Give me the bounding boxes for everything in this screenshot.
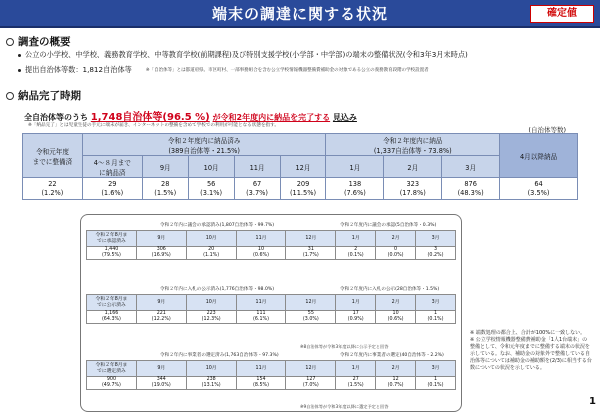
- sub1-header-first: 令和２年8月ま でに承認済み: [87, 231, 137, 247]
- sub1-caption-left: 令和２年内に議会の承認済み(1,807自治体等・99.7%): [160, 223, 275, 228]
- cell-percent: (3.7%): [246, 188, 268, 197]
- cell-percent: (11.5%): [289, 188, 317, 197]
- sub3-footnote: ※9自治体等が令和3年度以降に選定予定と回答: [300, 404, 389, 409]
- sub3-cell: [87, 377, 137, 390]
- overview-bullet-2-text: 提出自治体等数：1,812自治体等: [25, 65, 132, 74]
- cell-count: 10: [257, 247, 265, 252]
- cell-percent: (7.0%): [302, 383, 319, 388]
- headline-pre: 全自治体等のうち: [24, 113, 88, 122]
- cell-percent: (0.1%): [427, 383, 444, 388]
- cell-count: 127: [306, 377, 316, 382]
- header-month: 9月: [142, 156, 188, 178]
- sub3-header: 2月: [376, 361, 416, 377]
- sub3-cell: [286, 377, 336, 390]
- cell-percent: (12.3%): [201, 317, 221, 322]
- cell-percent: (1.5%): [154, 188, 177, 197]
- cell-percent: (64.3%): [101, 317, 121, 322]
- delivery-table: [22, 133, 578, 200]
- sub2-cell: [416, 311, 456, 324]
- sub2-header-first: 令和２年8月ま でに公示済み: [87, 295, 137, 311]
- cell-percent: (0.1%): [347, 253, 364, 258]
- header-month: 2月: [384, 156, 442, 178]
- circle-bullet-icon: [6, 38, 14, 46]
- sub1-cell: [236, 247, 286, 260]
- table-cell: [442, 178, 500, 200]
- cell-percent: (0.1%): [427, 317, 444, 322]
- sub1-cell: [416, 247, 456, 260]
- table-cell: [500, 178, 578, 200]
- cell-count: 876: [464, 179, 477, 188]
- cell-percent: (8.5%): [253, 383, 269, 388]
- cell-count: 1: [433, 377, 438, 382]
- cell-percent: (3.1%): [200, 188, 223, 197]
- header-fy-r1: 令和元年度 までに整備済: [23, 134, 83, 178]
- cell-percent: (13.1%): [201, 383, 221, 388]
- cell-count: 138: [348, 179, 362, 188]
- cell-percent: (0.2%): [427, 253, 444, 258]
- cell-percent: (1.7%): [302, 253, 319, 258]
- sub1-header: 12月: [286, 231, 336, 247]
- cell-count: 55: [307, 311, 314, 316]
- cell-percent: (7.6%): [343, 188, 366, 197]
- sub2-cell: [286, 311, 336, 324]
- sub1-header: 1月: [336, 231, 376, 247]
- sub2-cell: [376, 311, 416, 324]
- table-cell: [234, 178, 280, 200]
- cell-count: 1,440: [104, 247, 119, 252]
- unit-label: (自治体等数): [528, 126, 566, 134]
- table-cell: [82, 178, 142, 200]
- cell-percent: (1.1%): [203, 253, 220, 258]
- cell-count: 64: [534, 179, 543, 188]
- cell-percent: (48.3%): [457, 188, 484, 197]
- cell-count: 27: [352, 377, 359, 382]
- cell-count: 344: [156, 377, 166, 382]
- sub2-table: [86, 294, 456, 324]
- section-overview-title: 調査の概要: [18, 36, 71, 48]
- table-cell: [188, 178, 234, 200]
- title-bar: [0, 0, 600, 28]
- sub1-cell: [87, 247, 137, 260]
- sub3-header: 3月: [416, 361, 456, 377]
- header-month: 12月: [280, 156, 326, 178]
- cell-count: 29: [108, 179, 117, 188]
- cell-count: 12: [392, 377, 399, 382]
- sub3-cell: [136, 377, 186, 390]
- cell-percent: (17.8%): [399, 188, 426, 197]
- cell-count: 306: [156, 247, 166, 252]
- cell-count: 209: [296, 179, 310, 188]
- cell-percent: (3.5%): [527, 188, 550, 197]
- sub1-cell: [376, 247, 416, 260]
- sub3-header: 9月: [136, 361, 186, 377]
- overview-bullet-2: [18, 65, 429, 75]
- header-month: 4～８月まで に納品済: [82, 156, 142, 178]
- sub3-cell: [236, 377, 286, 390]
- sub1-cell: [286, 247, 336, 260]
- cell-percent: (0.7%): [387, 383, 404, 388]
- delivery-headline: [24, 108, 357, 123]
- circle-bullet-icon: [6, 92, 14, 100]
- table-cell: [326, 178, 384, 200]
- cell-percent: (1.2%): [41, 188, 64, 197]
- sub3-caption-right: 令和２年度内に事業者の選定(40自治体等・2.2%): [340, 353, 444, 358]
- cell-count: 221: [156, 311, 166, 316]
- sub3-header-first: 令和２年8月ま でに選定済み: [87, 361, 137, 377]
- cell-count: 111: [256, 311, 266, 316]
- overview-bullet-2-note: ※「自治体等」とは都道府県、市区町村、一部事務組合を含む公立学校情報機器整備費補助金の対象である公立の義務教育段階の学校設置者: [145, 68, 429, 73]
- sub3-header: 12月: [286, 361, 336, 377]
- sub2-caption-left: 令和２年内に入札の公示済み(1,776自治体等・98.0%): [160, 287, 275, 292]
- dot-bullet-icon: [18, 54, 21, 57]
- cell-count: 0: [394, 247, 398, 252]
- cell-count: 223: [206, 311, 216, 316]
- table-cell: [23, 178, 83, 200]
- header-month: 3月: [442, 156, 500, 178]
- table-cell: [384, 178, 442, 200]
- sub1-cell: [136, 247, 186, 260]
- section-delivery-heading: [6, 88, 81, 103]
- sub2-header: 2月: [376, 295, 416, 311]
- cell-percent: (6.1%): [253, 317, 269, 322]
- side-notes: [470, 330, 592, 372]
- sub2-header: 12月: [286, 295, 336, 311]
- headline-number: 1,748自治体等(96.5 %): [90, 112, 210, 123]
- cell-count: 56: [206, 179, 216, 188]
- sub3-header: 10月: [186, 361, 236, 377]
- sub3-caption-left: 令和２年内に事業者の選定済み(1,763自治体等・97.3%): [160, 353, 279, 358]
- sub2-footnote: ※8自治体等が令和3年度以降に公示予定と回答: [300, 344, 389, 349]
- sub3-cell: [376, 377, 416, 390]
- cell-count: 22: [48, 179, 57, 188]
- table-cell: [280, 178, 326, 200]
- header-group-r3: 令和２年度内に納品 (1,337自治体等・73.8%): [326, 134, 500, 156]
- cell-count: 2: [354, 247, 358, 252]
- sub2-cell: [186, 311, 236, 324]
- cell-count: 10: [392, 311, 399, 316]
- header-month: 11月: [234, 156, 280, 178]
- sub2-cell: [87, 311, 137, 324]
- table-cell: [142, 178, 188, 200]
- sub1-header: 3月: [416, 231, 456, 247]
- sub1-header: 10月: [186, 231, 236, 247]
- sub3-cell: [336, 377, 376, 390]
- sub3-header: 11月: [236, 361, 286, 377]
- cell-percent: (19.0%): [151, 383, 171, 388]
- sub1-header: 9月: [136, 231, 186, 247]
- side-note-1: ※ 端数処理の都合上、合計が100%に一致しない。: [470, 330, 586, 336]
- cell-count: 323: [406, 179, 420, 188]
- cell-count: 67: [252, 179, 262, 188]
- page-number: 1: [589, 396, 596, 407]
- section-overview-heading: [6, 34, 71, 49]
- cell-count: 3: [433, 247, 438, 252]
- cell-count: 1,166: [104, 311, 119, 316]
- sub1-table: [86, 230, 456, 260]
- header-after-april: 4月以降納品: [500, 134, 578, 178]
- cell-percent: (49.7%): [101, 383, 121, 388]
- overview-bullet-1: [18, 50, 468, 60]
- sub1-header: 11月: [236, 231, 286, 247]
- sub3-cell: [186, 377, 236, 390]
- sub2-header: 10月: [186, 295, 236, 311]
- sub2-cell: [236, 311, 286, 324]
- cell-count: 31: [307, 247, 314, 252]
- side-note-2: ※ 公立学校情報機器整備費補助金「1人1台端末」の整備として、令和元年度までに整備する端末の状況を示している。なお、補助金の対象外で整備している自治体等については補助金の補助額を(2/3)に相当する台数についての状況を示している。: [470, 337, 592, 371]
- headline-mid: が令和2年度内に納品を完了する: [212, 113, 331, 122]
- headline-post: 見込み: [332, 113, 357, 122]
- cell-count: 17: [352, 311, 359, 316]
- sub3-table: [86, 360, 456, 390]
- sub2-header: 1月: [336, 295, 376, 311]
- cell-percent: (0.9%): [347, 317, 364, 322]
- cell-count: 1: [433, 311, 438, 316]
- sub1-caption-right: 令和２年度内に議会の承認(5自治体等・0.3%): [340, 223, 437, 228]
- sub2-header: 3月: [416, 295, 456, 311]
- sub2-cell: [136, 311, 186, 324]
- cell-percent: (0.0%): [387, 253, 404, 258]
- cell-count: 900: [106, 377, 116, 382]
- cell-count: 28: [161, 179, 170, 188]
- cell-count: 20: [208, 247, 215, 252]
- section-delivery-title: 納品完了時期: [18, 90, 81, 102]
- sub3-header: 1月: [336, 361, 376, 377]
- delivery-note: ※「納品完了」とは児童生徒の手元に端末が届き、インターネットの整備を含めて学校での利用が可能となる状態を指す。: [28, 123, 279, 128]
- cell-percent: (79.5%): [101, 253, 121, 258]
- cell-count: 238: [206, 377, 216, 382]
- cell-percent: (0.6%): [387, 317, 404, 322]
- cell-percent: (1.5%): [347, 383, 364, 388]
- sub1-cell: [336, 247, 376, 260]
- sub2-header: 9月: [136, 295, 186, 311]
- sub1-header: 2月: [376, 231, 416, 247]
- cell-percent: (12.2%): [151, 317, 171, 322]
- status-badge: 確定値: [530, 5, 594, 23]
- cell-percent: (1.6%): [101, 188, 124, 197]
- cell-percent: (16.9%): [151, 253, 171, 258]
- cell-count: 154: [256, 377, 266, 382]
- dot-bullet-icon: [18, 69, 21, 72]
- sub3-cell: [416, 377, 456, 390]
- sub1-cell: [186, 247, 236, 260]
- sub2-cell: [336, 311, 376, 324]
- cell-percent: (0.6%): [253, 253, 269, 258]
- header-month: 1月: [326, 156, 384, 178]
- header-month: 10月: [188, 156, 234, 178]
- page-title: 端末の調達に関する状況: [211, 5, 388, 23]
- sub2-header: 11月: [236, 295, 286, 311]
- header-group-r2: 令和２年度内に納品済み (389自治体等・21.5%): [82, 134, 326, 156]
- sub2-caption-right: 令和２年度内に入札の公示(28自治体等・1.5%): [340, 287, 440, 292]
- cell-percent: (3.0%): [302, 317, 319, 322]
- overview-bullet-1-text: 公立の小学校、中学校、義務教育学校、中等教育学校(前期課程)及び特別支援学校(小学部・中学部)の端末の整備状況(令和3年3月末時点): [25, 50, 468, 59]
